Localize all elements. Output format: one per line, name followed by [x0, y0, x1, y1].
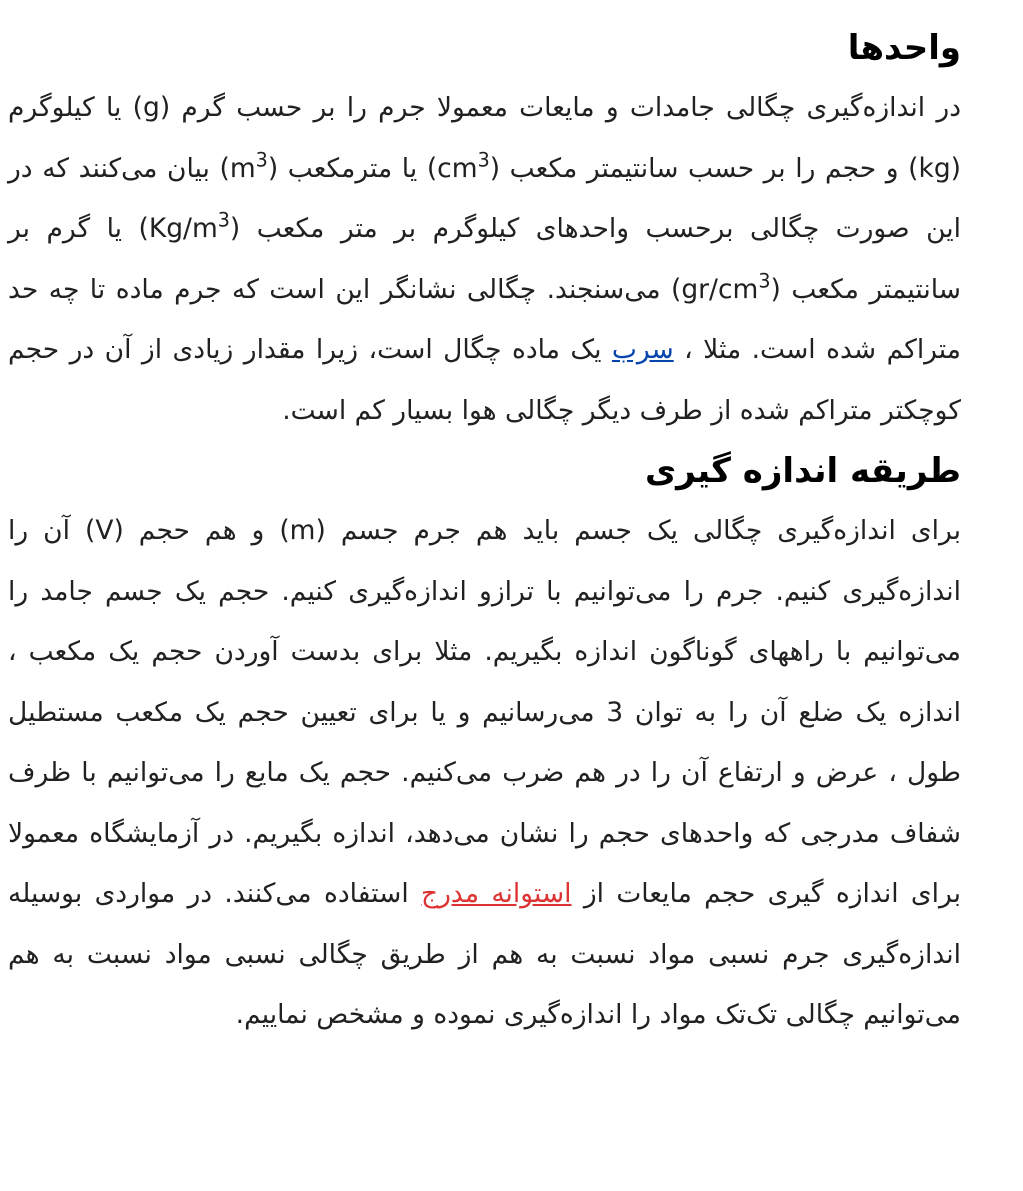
method-heading: طریقه اندازه گیری [644, 451, 961, 491]
units-sup-1: 3 [477, 149, 490, 172]
lead-link[interactable]: سرب [611, 334, 674, 365]
method-text-2: استفاده می‌کنند. در مواردی بوسیله اندازه‌گیری جرم نسبی مواد نسبت به هم از طریق چگالی نسبی مواد نسبت به هم می‌توانیم چگالی تک‌تک مواد را اندازه‌گیری نموده و مشخص نماییم. [8, 878, 961, 1030]
units-sup-4: 3 [758, 270, 771, 293]
units-text-5: ) می‌سنجند. چگالی نشانگر این است که جرم ماده تا چه حد متراکم شده است. مثلا ، [8, 273, 961, 365]
method-text-1: برای اندازه‌گیری چگالی یک جسم باید هم جرم جسم (m) و هم حجم (V) آن را اندازه‌گیری کنیم. جرم را می‌توانیم با ترازو اندازه‌گیری کنیم. حجم یک جسم جامد را می‌توانیم با راههای گوناگون اندازه بگیریم. مثلا برای بدست آوردن حجم یک مکعب ، اندازه یک ضلع آن را به توان 3 می‌رسانیم و یا برای تعیین حجم یک مکعب مستطیل طول ، عرض و ارتفاع آن را در هم ضرب می‌کنیم. حجم یک مایع را می‌توانیم با ظرف شفاف مدرجی که واحدهای حجم را نشان می‌دهد، اندازه بگیریم. در آزمایشگاه معمولا برای اندازه گیری حجم مایعات از [8, 515, 962, 909]
units-paragraph [8, 78, 961, 441]
method-paragraph [8, 501, 961, 1046]
units-text-3: ) بیان می‌کنند که در این صورت چگالی برحسب واحدهای کیلوگرم بر متر مکعب (Kg/m [8, 152, 961, 244]
units-text-4: ) یا گرم بر سانتیمتر مکعب (gr/cm [8, 213, 962, 305]
graduated-cylinder-link[interactable]: استوانه مدرج [421, 878, 572, 909]
units-sup-2: 3 [255, 149, 268, 172]
units-heading: واحدها [847, 28, 961, 68]
units-text-2: ) یا مترمکعب (m [229, 152, 438, 184]
units-text-6: یک ماده چگال است، زیرا مقدار زیادی از آن در حجم کوچکتر متراکم شده از طرف دیگر چگالی هوا بسیار کم است. [8, 334, 961, 426]
article-content [8, 0, 961, 1046]
units-sup-3: 3 [217, 209, 230, 232]
units-text-1: در اندازه‌گیری چگالی جامدات و مایعات معمولا جرم را بر حسب گرم (g) یا کیلوگرم (kg) و حجم را بر حسب سانتیمتر مکعب (cm [8, 92, 961, 184]
